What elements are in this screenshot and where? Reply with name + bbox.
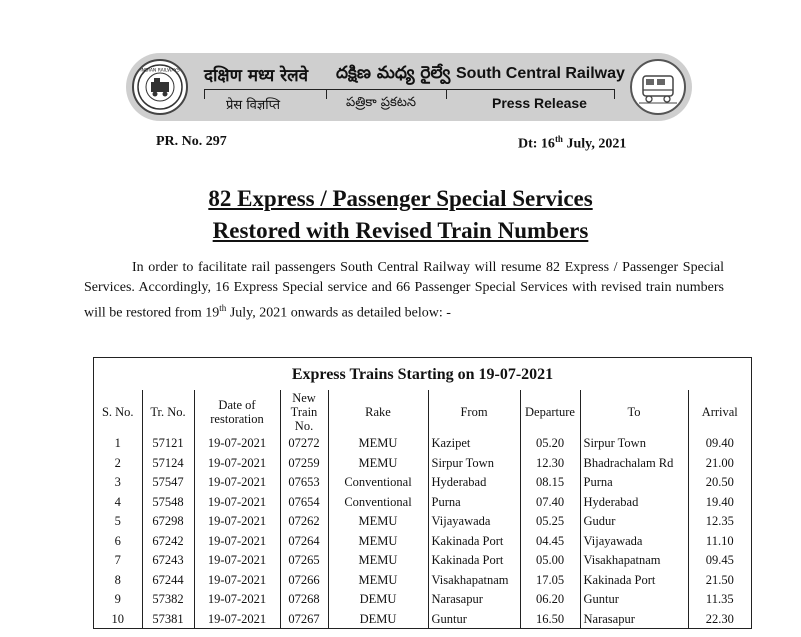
cell-departure: 04.45 bbox=[520, 532, 580, 552]
cell-to: Hyderabad bbox=[580, 493, 688, 513]
cell-from: Vijayawada bbox=[428, 512, 520, 532]
cell-new-train-no: 07266 bbox=[280, 571, 328, 591]
date-sup: th bbox=[554, 134, 563, 144]
paragraph-sup: th bbox=[219, 303, 227, 313]
cell-departure: 05.25 bbox=[520, 512, 580, 532]
header-date-l2: restoration bbox=[210, 412, 264, 426]
cell-to: Kakinada Port bbox=[580, 571, 688, 591]
cell-trno: 57548 bbox=[142, 493, 194, 513]
cell-new-train-no: 07259 bbox=[280, 454, 328, 474]
cell-sno: 8 bbox=[114, 572, 121, 587]
cell-departure: 17.05 bbox=[520, 571, 580, 591]
telugu-subtitle: పత్రికా ప్రకటన bbox=[346, 95, 417, 110]
cell-sno: 3 bbox=[114, 475, 121, 490]
header-new-l1: New bbox=[292, 391, 316, 405]
cell-sno: 6 bbox=[114, 533, 121, 548]
cell-arrival: 09.40 bbox=[688, 434, 751, 454]
cell-rake: MEMU bbox=[328, 454, 428, 474]
cell-new-train-no: 07654 bbox=[280, 493, 328, 513]
paragraph-text-end: July, 2021 onwards as detailed below: - bbox=[226, 305, 451, 321]
header-date bbox=[194, 390, 280, 434]
header-new-l2: Train bbox=[290, 405, 318, 419]
divider-tick bbox=[446, 89, 447, 99]
cell-departure: 05.20 bbox=[520, 434, 580, 454]
cell-trno: 67298 bbox=[142, 512, 194, 532]
english-title: South Central Railway bbox=[456, 65, 625, 82]
table-row bbox=[94, 532, 751, 552]
table-row bbox=[94, 473, 751, 493]
table-row bbox=[94, 512, 751, 532]
cell-from: Guntur bbox=[428, 610, 520, 630]
cell-to: Narasapur bbox=[580, 610, 688, 630]
header-departure: Departure bbox=[520, 390, 580, 434]
cell-from: Kazipet bbox=[428, 434, 520, 454]
divider-tick bbox=[614, 89, 615, 99]
release-date bbox=[518, 134, 626, 153]
cell-sno: 9 bbox=[114, 592, 121, 607]
cell-date: 19-07-2021 bbox=[194, 493, 280, 513]
table-header-row bbox=[94, 390, 751, 434]
date-suffix: July, 2021 bbox=[562, 136, 627, 152]
cell-departure: 16.50 bbox=[520, 610, 580, 630]
hindi-title: दक्षिण मध्य रेलवे bbox=[204, 66, 309, 86]
cell-to: Guntur bbox=[580, 590, 688, 610]
cell-trno: 57382 bbox=[142, 590, 194, 610]
header-from: From bbox=[428, 390, 520, 434]
cell-arrival: 19.40 bbox=[688, 493, 751, 513]
cell-new-train-no: 07653 bbox=[280, 473, 328, 493]
cell-arrival: 20.50 bbox=[688, 473, 751, 493]
cell-rake: MEMU bbox=[328, 434, 428, 454]
cell-date: 19-07-2021 bbox=[194, 610, 280, 630]
date-prefix: Dt: 16 bbox=[518, 136, 555, 152]
cell-date: 19-07-2021 bbox=[194, 551, 280, 571]
cell-from: Narasapur bbox=[428, 590, 520, 610]
cell-trno: 57381 bbox=[142, 610, 194, 630]
cell-from: Purna bbox=[428, 493, 520, 513]
cell-rake: DEMU bbox=[328, 610, 428, 630]
headline-line-2: Restored with Revised Train Numbers bbox=[212, 218, 589, 243]
cell-rake: MEMU bbox=[328, 571, 428, 591]
indian-railways-emblem-icon bbox=[132, 59, 188, 115]
cell-trno: 67243 bbox=[142, 551, 194, 571]
cell-date: 19-07-2021 bbox=[194, 571, 280, 591]
cell-date: 19-07-2021 bbox=[194, 532, 280, 552]
table-row bbox=[94, 493, 751, 513]
cell-to: Visakhapatnam bbox=[580, 551, 688, 571]
header-rake: Rake bbox=[328, 390, 428, 434]
cell-departure: 08.15 bbox=[520, 473, 580, 493]
letterhead-banner bbox=[126, 53, 692, 121]
cell-arrival: 11.10 bbox=[688, 532, 751, 552]
cell-sno: 1 bbox=[114, 436, 121, 451]
table-row bbox=[94, 571, 751, 591]
header-arrival: Arrival bbox=[688, 390, 751, 434]
cell-from: Kakinada Port bbox=[428, 532, 520, 552]
cell-departure: 06.20 bbox=[520, 590, 580, 610]
cell-arrival: 12.35 bbox=[688, 512, 751, 532]
cell-trno: 57124 bbox=[142, 454, 194, 474]
cell-arrival: 21.50 bbox=[688, 571, 751, 591]
cell-from: Hyderabad bbox=[428, 473, 520, 493]
train-table bbox=[93, 357, 752, 629]
cell-arrival: 22.30 bbox=[688, 610, 751, 630]
divider-tick bbox=[326, 89, 327, 99]
cell-departure: 07.40 bbox=[520, 493, 580, 513]
header-new-train-no bbox=[280, 390, 328, 434]
header-trno: Tr. No. bbox=[142, 390, 194, 434]
cell-date: 19-07-2021 bbox=[194, 473, 280, 493]
cell-sno: 10 bbox=[111, 611, 124, 626]
english-subtitle: Press Release bbox=[492, 95, 587, 111]
cell-date: 19-07-2021 bbox=[194, 434, 280, 454]
body-paragraph bbox=[84, 258, 724, 324]
cell-date: 19-07-2021 bbox=[194, 590, 280, 610]
cell-rake: MEMU bbox=[328, 551, 428, 571]
cell-departure: 12.30 bbox=[520, 454, 580, 474]
cell-new-train-no: 07268 bbox=[280, 590, 328, 610]
paragraph-text: In order to facilitate rail passengers South Central Railway will resume 82 Express / Passenger Special Services. Accordingly, 16 Express Special service and 66 Passenger Special Services with revised train numbers will be restored from 19 bbox=[84, 260, 724, 321]
cell-to: Gudur bbox=[580, 512, 688, 532]
table-row bbox=[94, 590, 751, 610]
cell-rake: Conventional bbox=[328, 493, 428, 513]
cell-rake: Conventional bbox=[328, 473, 428, 493]
cell-departure: 05.00 bbox=[520, 551, 580, 571]
letterhead-divider bbox=[204, 89, 614, 90]
header-to: To bbox=[580, 390, 688, 434]
cell-rake: DEMU bbox=[328, 590, 428, 610]
cell-sno: 5 bbox=[114, 514, 121, 529]
cell-to: Purna bbox=[580, 473, 688, 493]
train-engine-icon bbox=[630, 59, 686, 115]
cell-to: Vijayawada bbox=[580, 532, 688, 552]
cell-arrival: 21.00 bbox=[688, 454, 751, 474]
header-date-l1: Date of bbox=[218, 398, 256, 412]
cell-trno: 67242 bbox=[142, 532, 194, 552]
cell-new-train-no: 07267 bbox=[280, 610, 328, 630]
cell-new-train-no: 07265 bbox=[280, 551, 328, 571]
cell-new-train-no: 07264 bbox=[280, 532, 328, 552]
cell-trno: 57547 bbox=[142, 473, 194, 493]
table-title: Express Trains Starting on 19-07-2021 bbox=[291, 366, 554, 383]
train-schedule-table bbox=[94, 390, 751, 629]
divider-tick bbox=[204, 89, 205, 99]
cell-trno: 67244 bbox=[142, 571, 194, 591]
cell-date: 19-07-2021 bbox=[194, 454, 280, 474]
cell-sno: 7 bbox=[114, 553, 121, 568]
cell-from: Kakinada Port bbox=[428, 551, 520, 571]
header-new-l3: No. bbox=[294, 419, 314, 433]
press-release-number: PR. No. 297 bbox=[156, 134, 227, 149]
cell-sno: 4 bbox=[114, 494, 121, 509]
cell-sno: 2 bbox=[114, 455, 121, 470]
table-row bbox=[94, 551, 751, 571]
cell-arrival: 11.35 bbox=[688, 590, 751, 610]
cell-arrival: 09.45 bbox=[688, 551, 751, 571]
cell-from: Sirpur Town bbox=[428, 454, 520, 474]
cell-date: 19-07-2021 bbox=[194, 512, 280, 532]
header-sno: S. No. bbox=[101, 405, 134, 419]
cell-to: Sirpur Town bbox=[580, 434, 688, 454]
telugu-title: దక్షిణ మధ్య రైల్వే bbox=[336, 63, 451, 83]
table-row bbox=[94, 434, 751, 454]
headline-line-1: 82 Express / Passenger Special Services bbox=[208, 186, 593, 211]
cell-rake: MEMU bbox=[328, 512, 428, 532]
cell-from: Visakhapatnam bbox=[428, 571, 520, 591]
cell-trno: 57121 bbox=[142, 434, 194, 454]
emblem-text: INDIAN RAILWAYS bbox=[140, 68, 180, 74]
cell-rake: MEMU bbox=[328, 532, 428, 552]
hindi-subtitle: प्रेस विज्ञप्ति bbox=[226, 98, 281, 113]
cell-to: Bhadrachalam Rd bbox=[580, 454, 688, 474]
table-row bbox=[94, 454, 751, 474]
cell-new-train-no: 07272 bbox=[280, 434, 328, 454]
table-row bbox=[94, 610, 751, 630]
cell-new-train-no: 07262 bbox=[280, 512, 328, 532]
